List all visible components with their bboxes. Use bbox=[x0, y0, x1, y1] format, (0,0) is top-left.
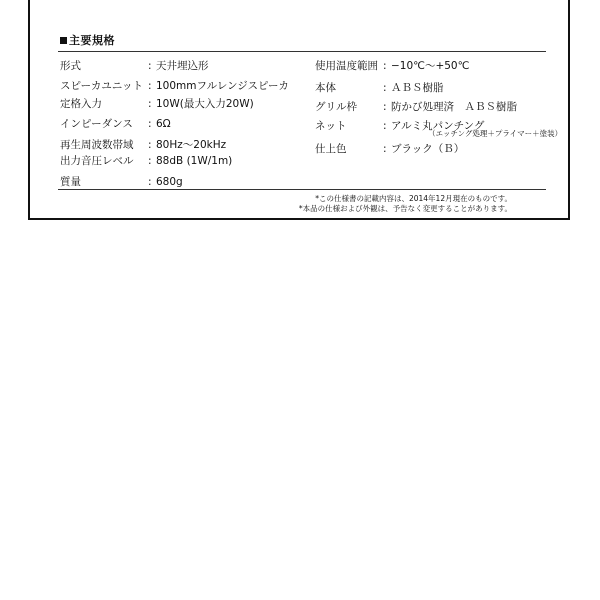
spec-value: −10℃～+50℃ bbox=[391, 60, 470, 72]
spec-value: 6Ω bbox=[156, 118, 171, 130]
spec-label: 形式 bbox=[60, 60, 81, 72]
spec-label: インピーダンス bbox=[60, 118, 133, 130]
spec-separator: : bbox=[383, 82, 387, 94]
spec-value: 10W(最大入力20W) bbox=[156, 98, 254, 110]
spec-label: ネット bbox=[315, 120, 347, 132]
spec-separator: : bbox=[148, 60, 152, 72]
spec-value: アルミ丸パンチング bbox=[391, 120, 485, 132]
spec-value: 100mmフルレンジスピーカ bbox=[156, 80, 289, 92]
spec-separator: : bbox=[148, 80, 152, 92]
spec-row-grille-frame bbox=[315, 100, 565, 114]
spec-label: スピーカユニット bbox=[60, 80, 143, 92]
spec-panel bbox=[28, 0, 570, 220]
spec-label: 本体 bbox=[315, 82, 336, 94]
spec-label: 質量 bbox=[60, 176, 81, 188]
spec-row-speaker-unit bbox=[60, 79, 310, 93]
spec-value: 88dB (1W/1m) bbox=[156, 155, 233, 167]
spec-value: 680g bbox=[156, 176, 183, 188]
spec-separator: : bbox=[148, 118, 152, 130]
spec-label: グリル枠 bbox=[315, 101, 357, 113]
footnote-change: *本品の仕様および外観は、予告なく変更することがあります。 bbox=[298, 204, 512, 213]
spec-row-frequency-range bbox=[60, 138, 310, 152]
spec-value: ブラック（Ｂ） bbox=[391, 143, 465, 155]
spec-row-body bbox=[315, 81, 565, 95]
spec-separator: : bbox=[148, 155, 152, 167]
spec-row-operating-temperature bbox=[315, 59, 565, 73]
spec-value: 80Hz～20kHz bbox=[156, 139, 227, 151]
net-finish-note: （エッチング処理＋プライマー＋塗装） bbox=[428, 129, 563, 138]
spec-value: ＡＢＳ樹脂 bbox=[391, 82, 444, 94]
spec-row-form bbox=[60, 59, 310, 73]
section-heading bbox=[60, 32, 115, 48]
spec-separator: : bbox=[383, 60, 387, 72]
spec-row-rated-input bbox=[60, 97, 310, 111]
spec-value: 防かび処理済 ＡＢＳ樹脂 bbox=[391, 101, 517, 113]
top-divider bbox=[58, 51, 546, 52]
spec-row-sound-pressure bbox=[60, 154, 310, 168]
bottom-divider bbox=[58, 189, 546, 190]
spec-value: 天井埋込形 bbox=[156, 60, 209, 72]
spec-label: 定格入力 bbox=[60, 98, 102, 110]
footnote-date: *この仕様書の記載内容は、2014年12月現在のものです。 bbox=[315, 194, 512, 203]
square-bullet-icon bbox=[60, 37, 67, 44]
section-title: 主要規格 bbox=[69, 34, 115, 47]
spec-label: 再生周波数帯域 bbox=[60, 139, 134, 151]
spec-separator: : bbox=[383, 143, 387, 155]
spec-separator: : bbox=[148, 139, 152, 151]
spec-label: 使用温度範囲 bbox=[315, 60, 378, 72]
spec-row-mass bbox=[60, 175, 310, 189]
spec-label: 仕上色 bbox=[315, 143, 347, 155]
spec-separator: : bbox=[383, 101, 387, 113]
spec-row-impedance bbox=[60, 117, 310, 131]
spec-row-finish-color bbox=[315, 142, 565, 156]
spec-separator: : bbox=[383, 120, 387, 132]
spec-separator: : bbox=[148, 98, 152, 110]
spec-separator: : bbox=[148, 176, 152, 188]
spec-label: 出力音圧レベル bbox=[60, 155, 134, 167]
